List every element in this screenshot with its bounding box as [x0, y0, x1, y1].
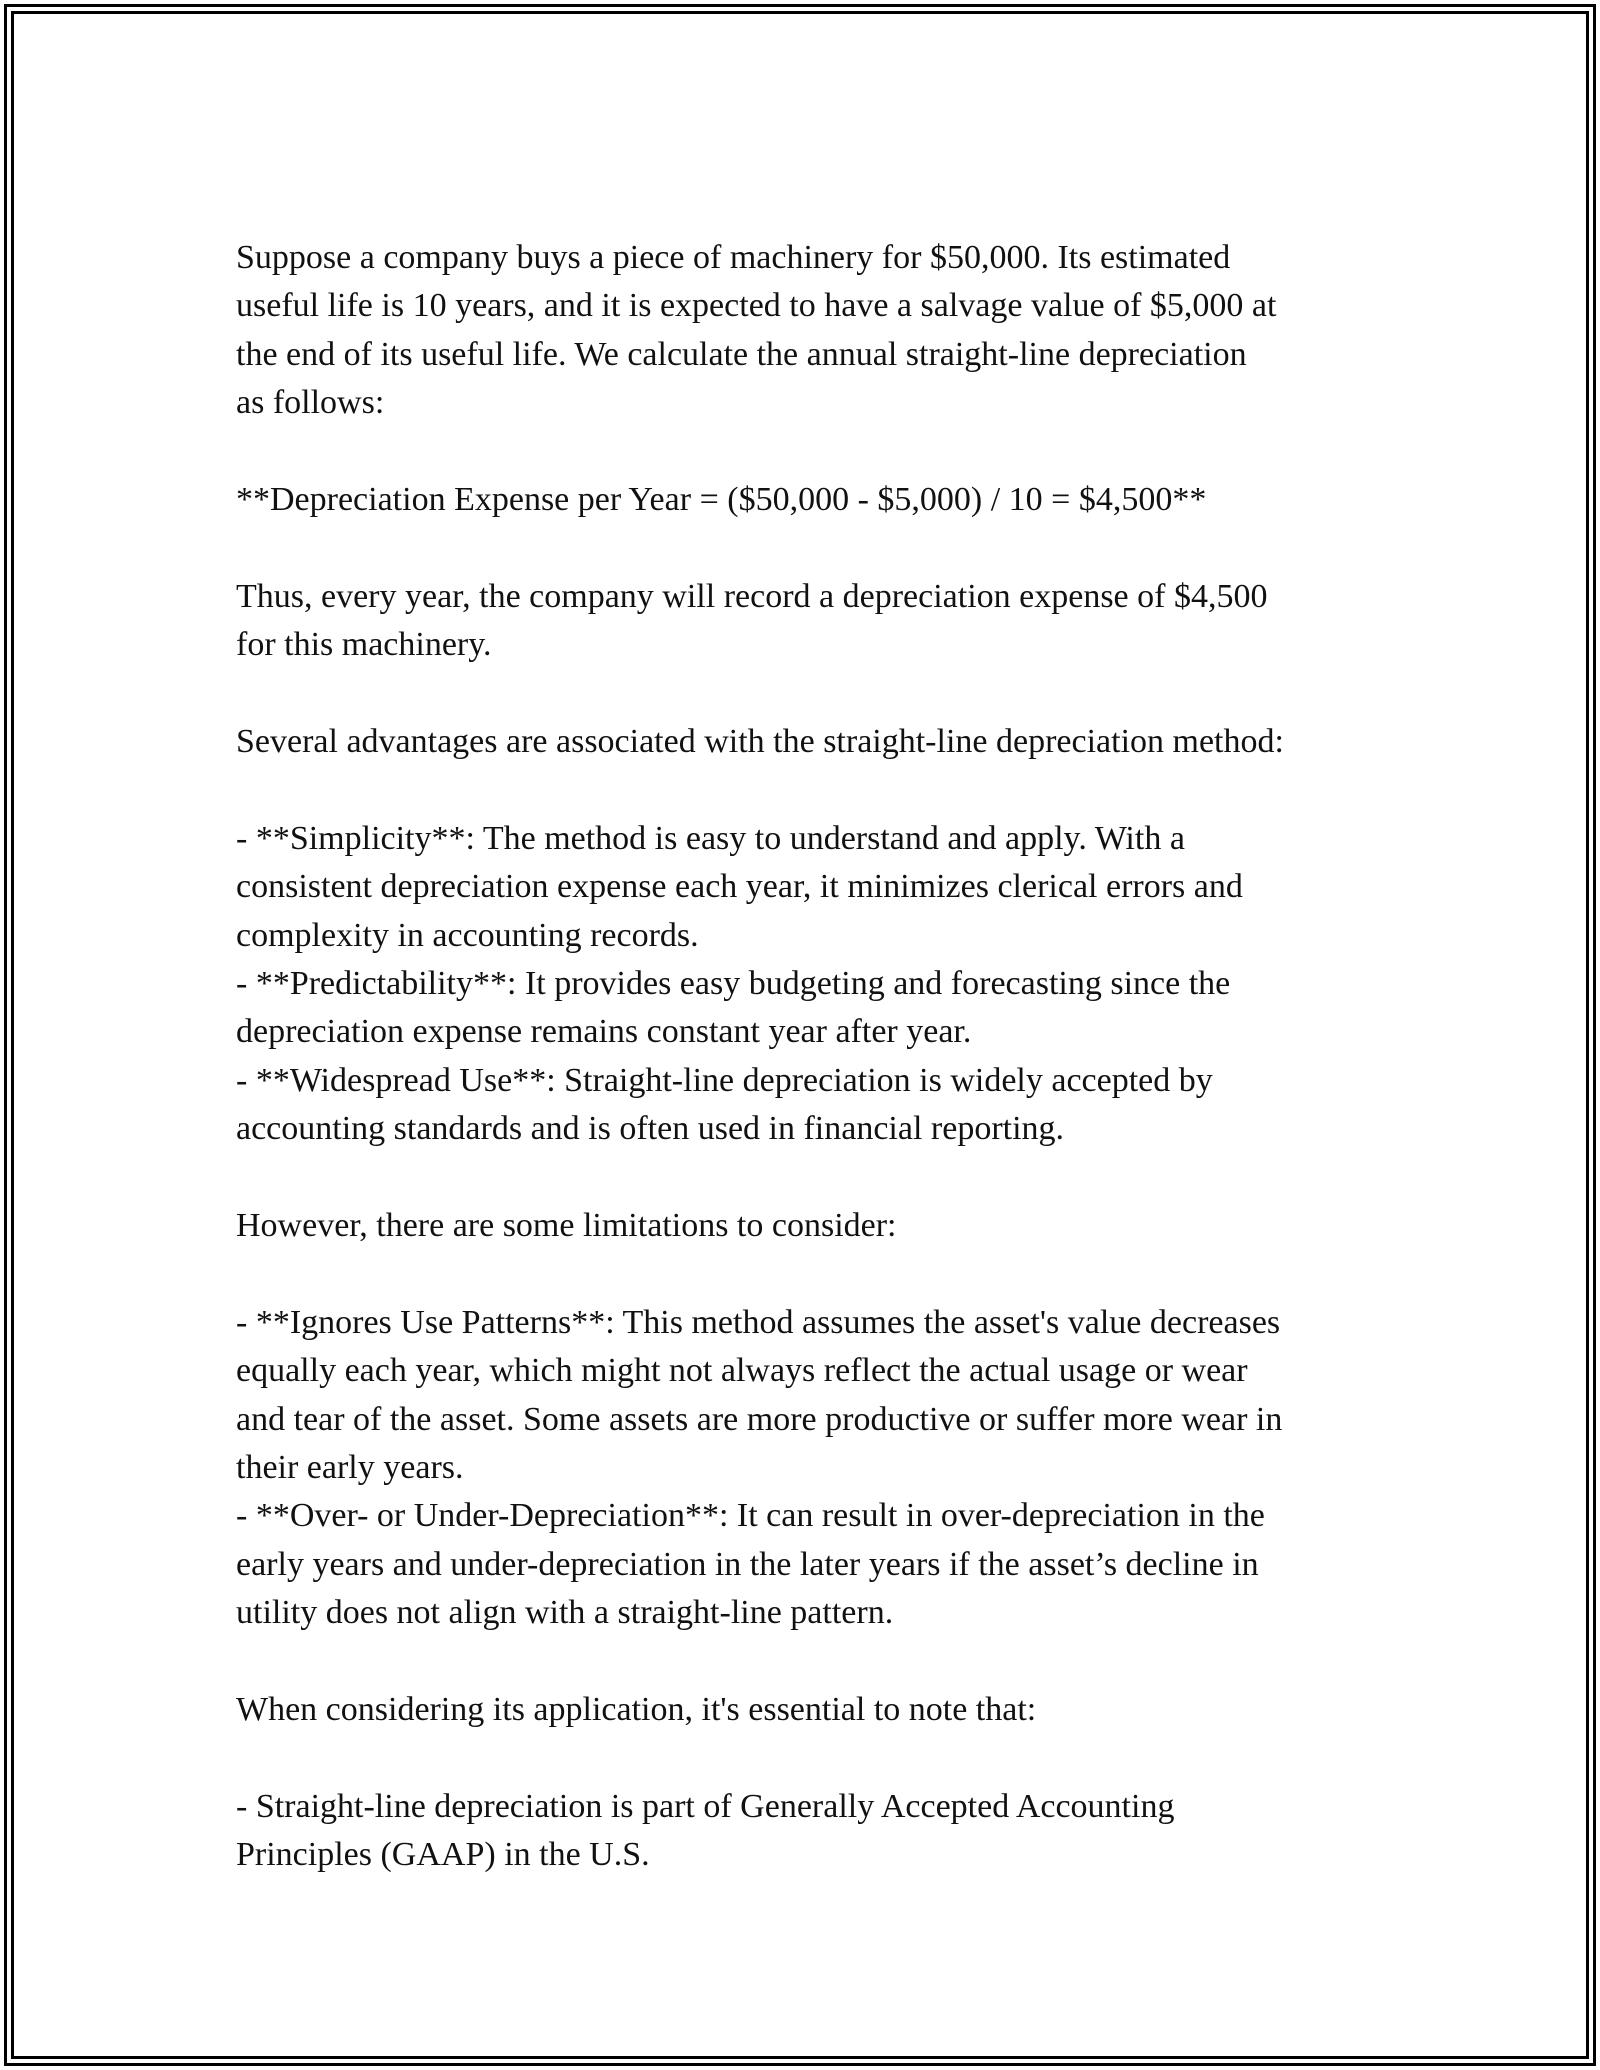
paragraph-gap: [236, 1154, 1396, 1202]
annual-expense-paragraph: Thus, every year, the company will record a depreciation expense of $4,500 for this machinery.: [236, 577, 1268, 664]
paragraph-gap: [236, 1250, 1396, 1298]
paragraph-gap: [236, 1734, 1396, 1782]
formula-line: **Depreciation Expense per Year = ($50,000 - $5,000) / 10 = $4,500**: [236, 481, 1207, 519]
limitations-list: - **Ignores Use Patterns**: This method assumes the asset's value decreases equally each year, which might not always reflect the actual usage or wear and tear of the asset. Some assets are more productive or suffer more wear in their early years. - **Over- or Under-Depreciation**: It can result in over-depreciation in the early years and under-depreciation in the later years if the asset’s decline in utility does not align with a straight-line pattern.: [236, 1303, 1283, 1632]
advantages-heading: Several advantages are associated with the straight-line depreciation method:: [236, 723, 1284, 761]
paragraph-gap: [236, 1638, 1396, 1686]
document-body: [236, 234, 1396, 1880]
paragraph-gap: [236, 670, 1396, 718]
application-list: - Straight-line depreciation is part of Generally Accepted Accounting Principles (GAAP) in the U.S.: [236, 1787, 1175, 1874]
paragraph-gap: [236, 428, 1396, 476]
limitations-heading: However, there are some limitations to consider:: [236, 1207, 897, 1245]
paragraph-gap: [236, 766, 1396, 814]
paragraph-gap: [236, 524, 1396, 572]
advantages-list: - **Simplicity**: The method is easy to understand and apply. With a consistent depreciation expense each year, it minimizes clerical errors and complexity in accounting records. - **Predictability**: It provides easy budgeting and forecasting since the depreciation expense remains constant year after year. - **Widespread Use**: Straight-line depreciation is widely accepted by accounting standards and is often used in financial reporting.: [236, 819, 1243, 1148]
intro-paragraph: Suppose a company buys a piece of machinery for $50,000. Its estimated useful life is 10 years, and it is expected to have a salvage value of $5,000 at the end of its useful life. We calculate the annual straight-line depreciation as follows:: [236, 239, 1277, 422]
application-heading: When considering its application, it's essential to note that:: [236, 1691, 1037, 1729]
